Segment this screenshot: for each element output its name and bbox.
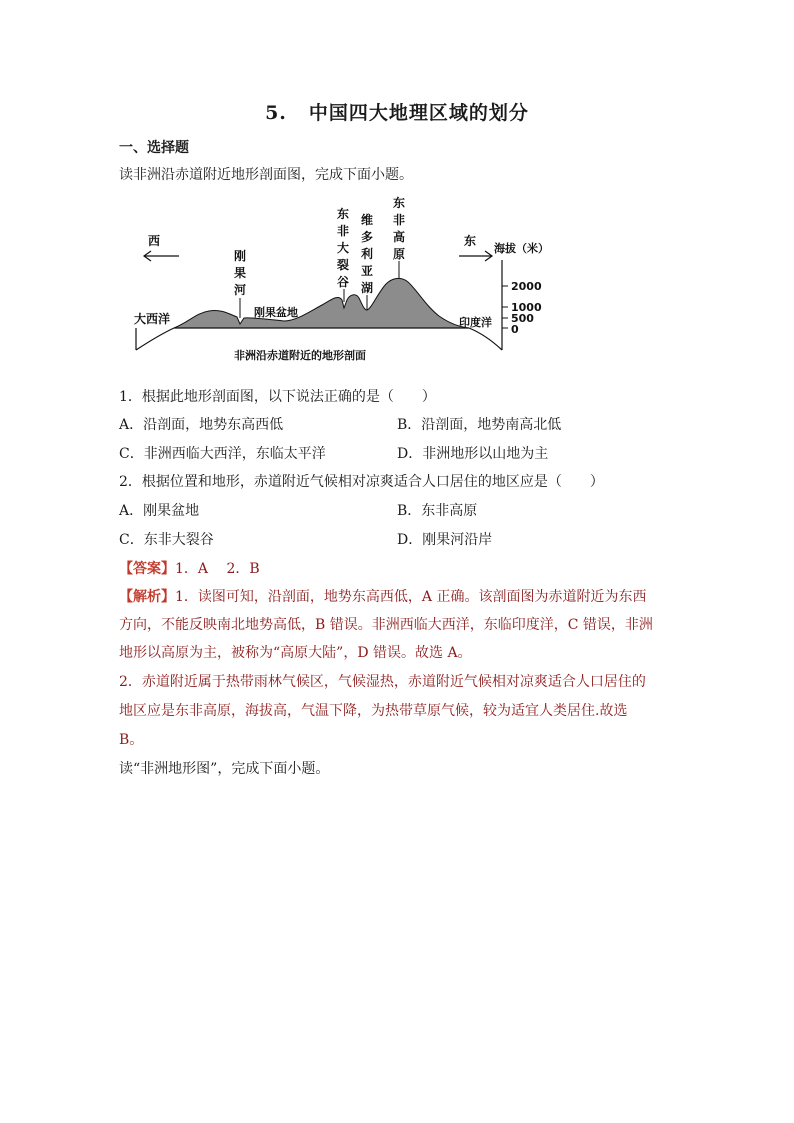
analysis-line-2: 方向，不能反映南北地势高低，B 错误。非洲西临大西洋，东临印度洋，C 错误，非洲 [119,617,653,633]
q2-option-b: B．东非高原 [397,503,478,519]
tick-label-0: 0 [511,323,519,336]
figure-caption: 非洲沿赤道附近的地形剖面 [234,349,366,362]
victoria-char-3: 利 [361,247,374,261]
terrain-area [174,278,469,328]
analysis-line-5: 地区应是东非高原，海拔高，气温下降，为热带草原气候，较为适宜人类居住.故选 [119,703,628,719]
q1-stem: 1．根据此地形剖面图，以下说法正确的是（ ） [119,389,436,405]
basin-label: 刚果盆地 [254,306,298,319]
victoria-char-5: 湖 [361,281,374,295]
title-text: 中国四大地理区域的划分 [308,102,529,124]
victoria-char-2: 多 [361,230,374,244]
terrain-profile-figure [134,190,554,365]
q1-option-c: C．非洲西临大西洋，东临太平洋 [119,446,326,462]
plateau-char-4: 原 [393,247,406,261]
victoria-char-1: 维 [361,213,374,227]
q1-option-a: A．沿剖面，地势东高西低 [119,417,284,433]
q2-stem: 2．根据位置和地形，赤道附近气候相对凉爽适合人口居住的地区应是（ ） [119,474,604,490]
altitude-axis-label: 海拔（米） [494,242,549,255]
title-number: 5. [265,102,287,124]
analysis-line-3: 地形以高原为主，被称为“高原大陆”，D 错误。故选 A。 [119,645,472,661]
tick-label-2000: 2000 [511,280,542,293]
terrain-profile-svg [134,190,554,365]
q2-option-a: A．刚果盆地 [119,503,200,519]
analysis-line-6: B。 [119,732,144,748]
q1-option-d: D．非洲地形以山地为主 [397,446,549,462]
section-heading: 一、选择题 [119,140,189,156]
indian-curve [469,328,502,350]
rift-char-4: 裂 [337,258,350,272]
indian-label: 印度洋 [459,316,492,329]
answer-text: 1．A 2．B [175,561,260,577]
analysis-line-1 [119,587,646,607]
congo-river-char-1: 刚 [234,249,247,263]
answer-tag: 【答案】 [119,561,175,577]
intro-text: 读非洲沿赤道附近地形剖面图，完成下面小题。 [119,167,413,183]
east-label: 东 [464,234,477,248]
congo-river-char-3: 河 [234,283,247,297]
q1-option-b: B．沿剖面，地势南高北低 [397,417,562,433]
west-label: 西 [148,234,161,248]
rift-char-5: 谷 [337,275,350,289]
tick-label-1000: 1000 [511,301,542,314]
q2-option-c: C．东非大裂谷 [119,532,214,548]
atlantic-label: 大西洋 [134,312,171,326]
page-title [0,98,794,125]
rift-char-1: 东 [337,207,350,221]
q2-option-d: D．刚果河沿岸 [397,532,493,548]
atlantic-curve [136,328,174,350]
plateau-char-3: 高 [393,230,406,244]
tick-label-500: 500 [511,312,534,325]
victoria-char-4: 亚 [361,264,374,278]
congo-river-char-2: 果 [234,266,247,280]
analysis-line-4: 2．赤道附近属于热带雨林气候区，气候湿热，赤道附近气候相对凉爽适合人口居住的 [119,674,646,690]
rift-char-2: 非 [337,224,350,238]
analysis-tag: 【解析】 [119,589,175,605]
intro-text-2: 读“非洲地形图”，完成下面小题。 [119,761,330,777]
analysis-text-1: 1．读图可知，沿剖面，地势东高西低，A 正确。该剖面图为赤道附近为东西 [175,589,647,605]
plateau-char-1: 东 [393,196,406,210]
answer-line [119,559,260,579]
rift-char-3: 大 [337,241,350,255]
plateau-char-2: 非 [393,213,406,227]
